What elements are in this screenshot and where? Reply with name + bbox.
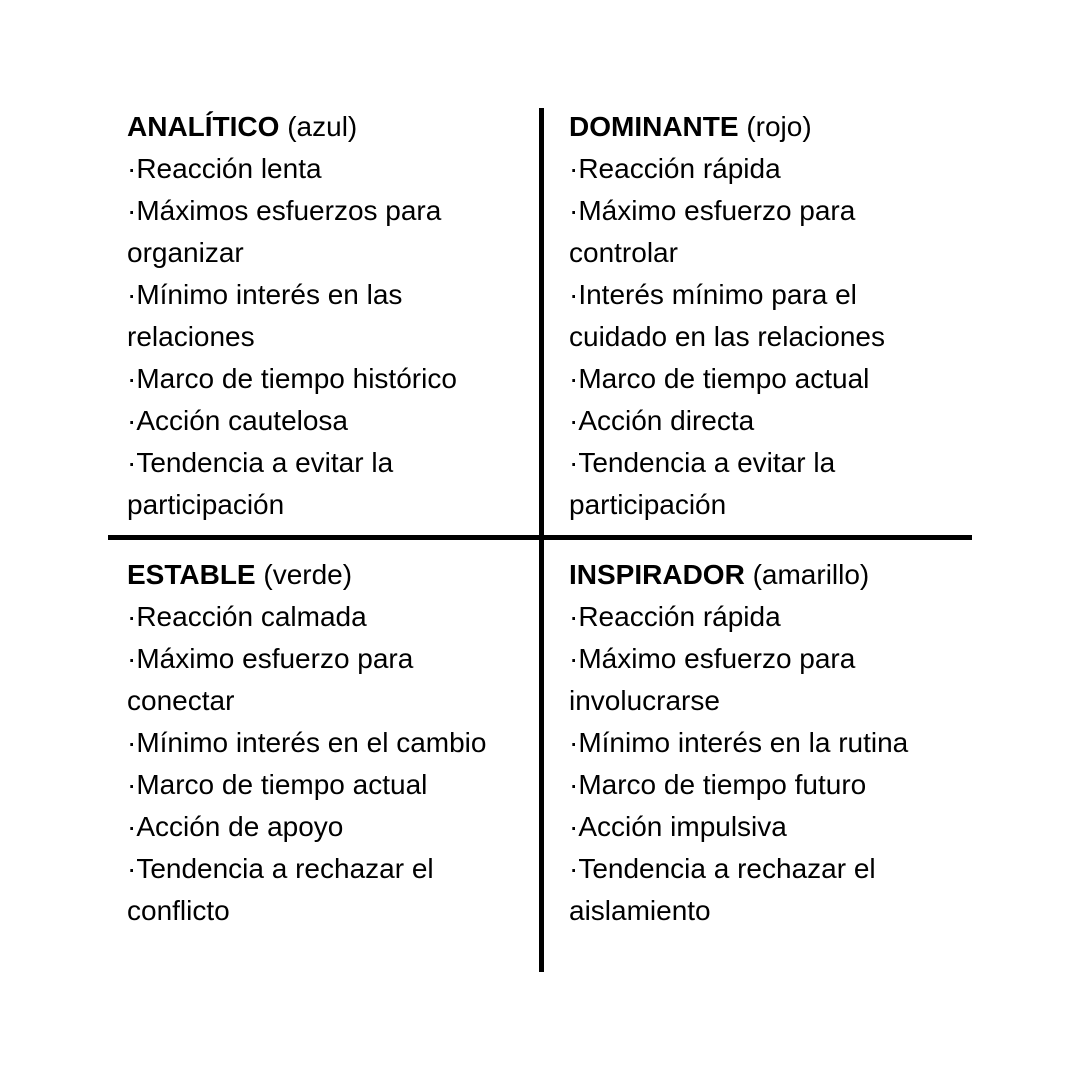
quadrant-name: DOMINANTE bbox=[569, 111, 739, 142]
list-item: ·Tendencia a rechazar el bbox=[569, 853, 876, 884]
list-item: ·Máximo esfuerzo para bbox=[569, 195, 856, 226]
quadrant-inspirador bbox=[569, 554, 908, 932]
list-item: ·Acción cautelosa bbox=[127, 405, 349, 436]
list-item: ·Mínimo interés en las bbox=[127, 279, 403, 310]
quadrant-analitico bbox=[127, 106, 457, 526]
list-item: ·Mínimo interés en el cambio bbox=[127, 727, 487, 758]
list-item: ·Tendencia a evitar la bbox=[127, 447, 394, 478]
list-item: conflicto bbox=[127, 895, 230, 926]
list-item: ·Mínimo interés en la rutina bbox=[569, 727, 909, 758]
quadrant-title bbox=[569, 106, 885, 148]
list-item: ·Acción de apoyo bbox=[127, 811, 344, 842]
quadrant-title bbox=[127, 554, 486, 596]
list-item: ·Marco de tiempo actual bbox=[569, 363, 870, 394]
quadrant-color-label: (verde) bbox=[263, 559, 353, 590]
quadrant-color-label: (rojo) bbox=[746, 111, 812, 142]
list-item: participación bbox=[127, 489, 285, 520]
quadrant-name: ESTABLE bbox=[127, 559, 256, 590]
list-item: ·Reacción calmada bbox=[127, 601, 367, 632]
list-item: ·Marco de tiempo histórico bbox=[127, 363, 457, 394]
quadrant-title bbox=[569, 554, 908, 596]
list-item: ·Reacción rápida bbox=[569, 153, 781, 184]
list-item: ·Máximos esfuerzos para bbox=[127, 195, 442, 226]
quadrant-name: ANALÍTICO bbox=[127, 111, 280, 142]
quadrant-name: INSPIRADOR bbox=[569, 559, 745, 590]
list-item: ·Interés mínimo para el bbox=[569, 279, 857, 310]
list-item: conectar bbox=[127, 685, 235, 716]
list-item: participación bbox=[569, 489, 727, 520]
list-item: ·Marco de tiempo futuro bbox=[569, 769, 867, 800]
quadrant-color-label: (azul) bbox=[287, 111, 358, 142]
list-item: ·Reacción rápida bbox=[569, 601, 781, 632]
list-item: ·Máximo esfuerzo para bbox=[569, 643, 856, 674]
list-item: aislamiento bbox=[569, 895, 711, 926]
list-item: involucrarse bbox=[569, 685, 720, 716]
quadrant-color-label: (amarillo) bbox=[752, 559, 870, 590]
list-item: ·Acción impulsiva bbox=[569, 811, 787, 842]
quadrant-estable bbox=[127, 554, 486, 932]
list-item: ·Máximo esfuerzo para bbox=[127, 643, 414, 674]
horizontal-divider bbox=[108, 535, 972, 540]
quadrant-dominante bbox=[569, 106, 885, 526]
quadrant-title bbox=[127, 106, 457, 148]
list-item: ·Marco de tiempo actual bbox=[127, 769, 428, 800]
list-item: cuidado en las relaciones bbox=[569, 321, 885, 352]
list-item: ·Reacción lenta bbox=[127, 153, 322, 184]
list-item: organizar bbox=[127, 237, 244, 268]
list-item: ·Tendencia a evitar la bbox=[569, 447, 836, 478]
list-item: ·Acción directa bbox=[569, 405, 755, 436]
vertical-divider bbox=[539, 108, 544, 972]
list-item: ·Tendencia a rechazar el bbox=[127, 853, 434, 884]
list-item: relaciones bbox=[127, 321, 255, 352]
list-item: controlar bbox=[569, 237, 678, 268]
